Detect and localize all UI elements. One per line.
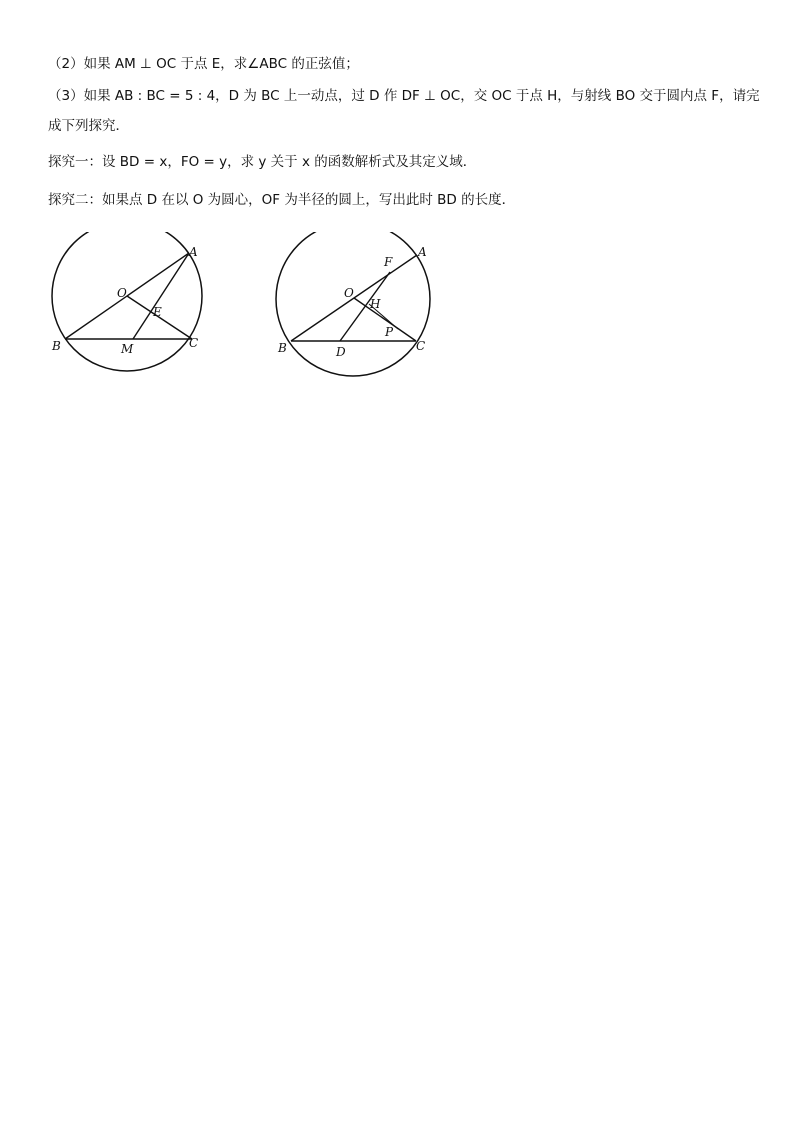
exploration-2: 探究二：如果点 D 在以 O 为圆心，OF 为半径的圆上，写出此时 BD 的长度． (48, 192, 516, 208)
question-part-3-line-2: 成下列探究． (48, 118, 129, 134)
label-h: H (370, 297, 381, 311)
label-b: B (52, 339, 61, 353)
segment-am (133, 253, 189, 339)
exploration-1: 探究一：设 BD = x，FO = y，求 y 关于 x 的函数解析式及其定义域． (48, 154, 477, 170)
label-o: O (117, 286, 127, 300)
label-e: E (153, 305, 162, 319)
circle-o (276, 232, 430, 376)
label-b: B (278, 341, 287, 355)
label-m: M (121, 342, 134, 356)
question-part-3-line-1: （3）如果 AB : BC = 5 : 4，D 为 BC 上一动点，过 D 作 DF ⊥ OC，交 OC 于点 H，与射线 BO 交于圆内点 F，请完 (48, 88, 760, 104)
segment-df (340, 272, 390, 341)
figure-2-svg (268, 232, 443, 382)
label-p: P (385, 325, 394, 339)
label-c: C (416, 339, 426, 353)
label-o: O (344, 286, 354, 300)
label-d: D (336, 345, 346, 359)
geometry-figure-2 (268, 232, 443, 382)
geometry-figure-1 (44, 232, 214, 382)
label-a: A (189, 245, 198, 259)
question-part-2: （2）如果 AM ⊥ OC 于点 E，求∠ABC 的正弦值； (48, 56, 359, 72)
label-f: F (384, 255, 393, 269)
figure-1-svg (44, 232, 214, 382)
label-c: C (189, 336, 199, 350)
label-a: A (418, 245, 427, 259)
